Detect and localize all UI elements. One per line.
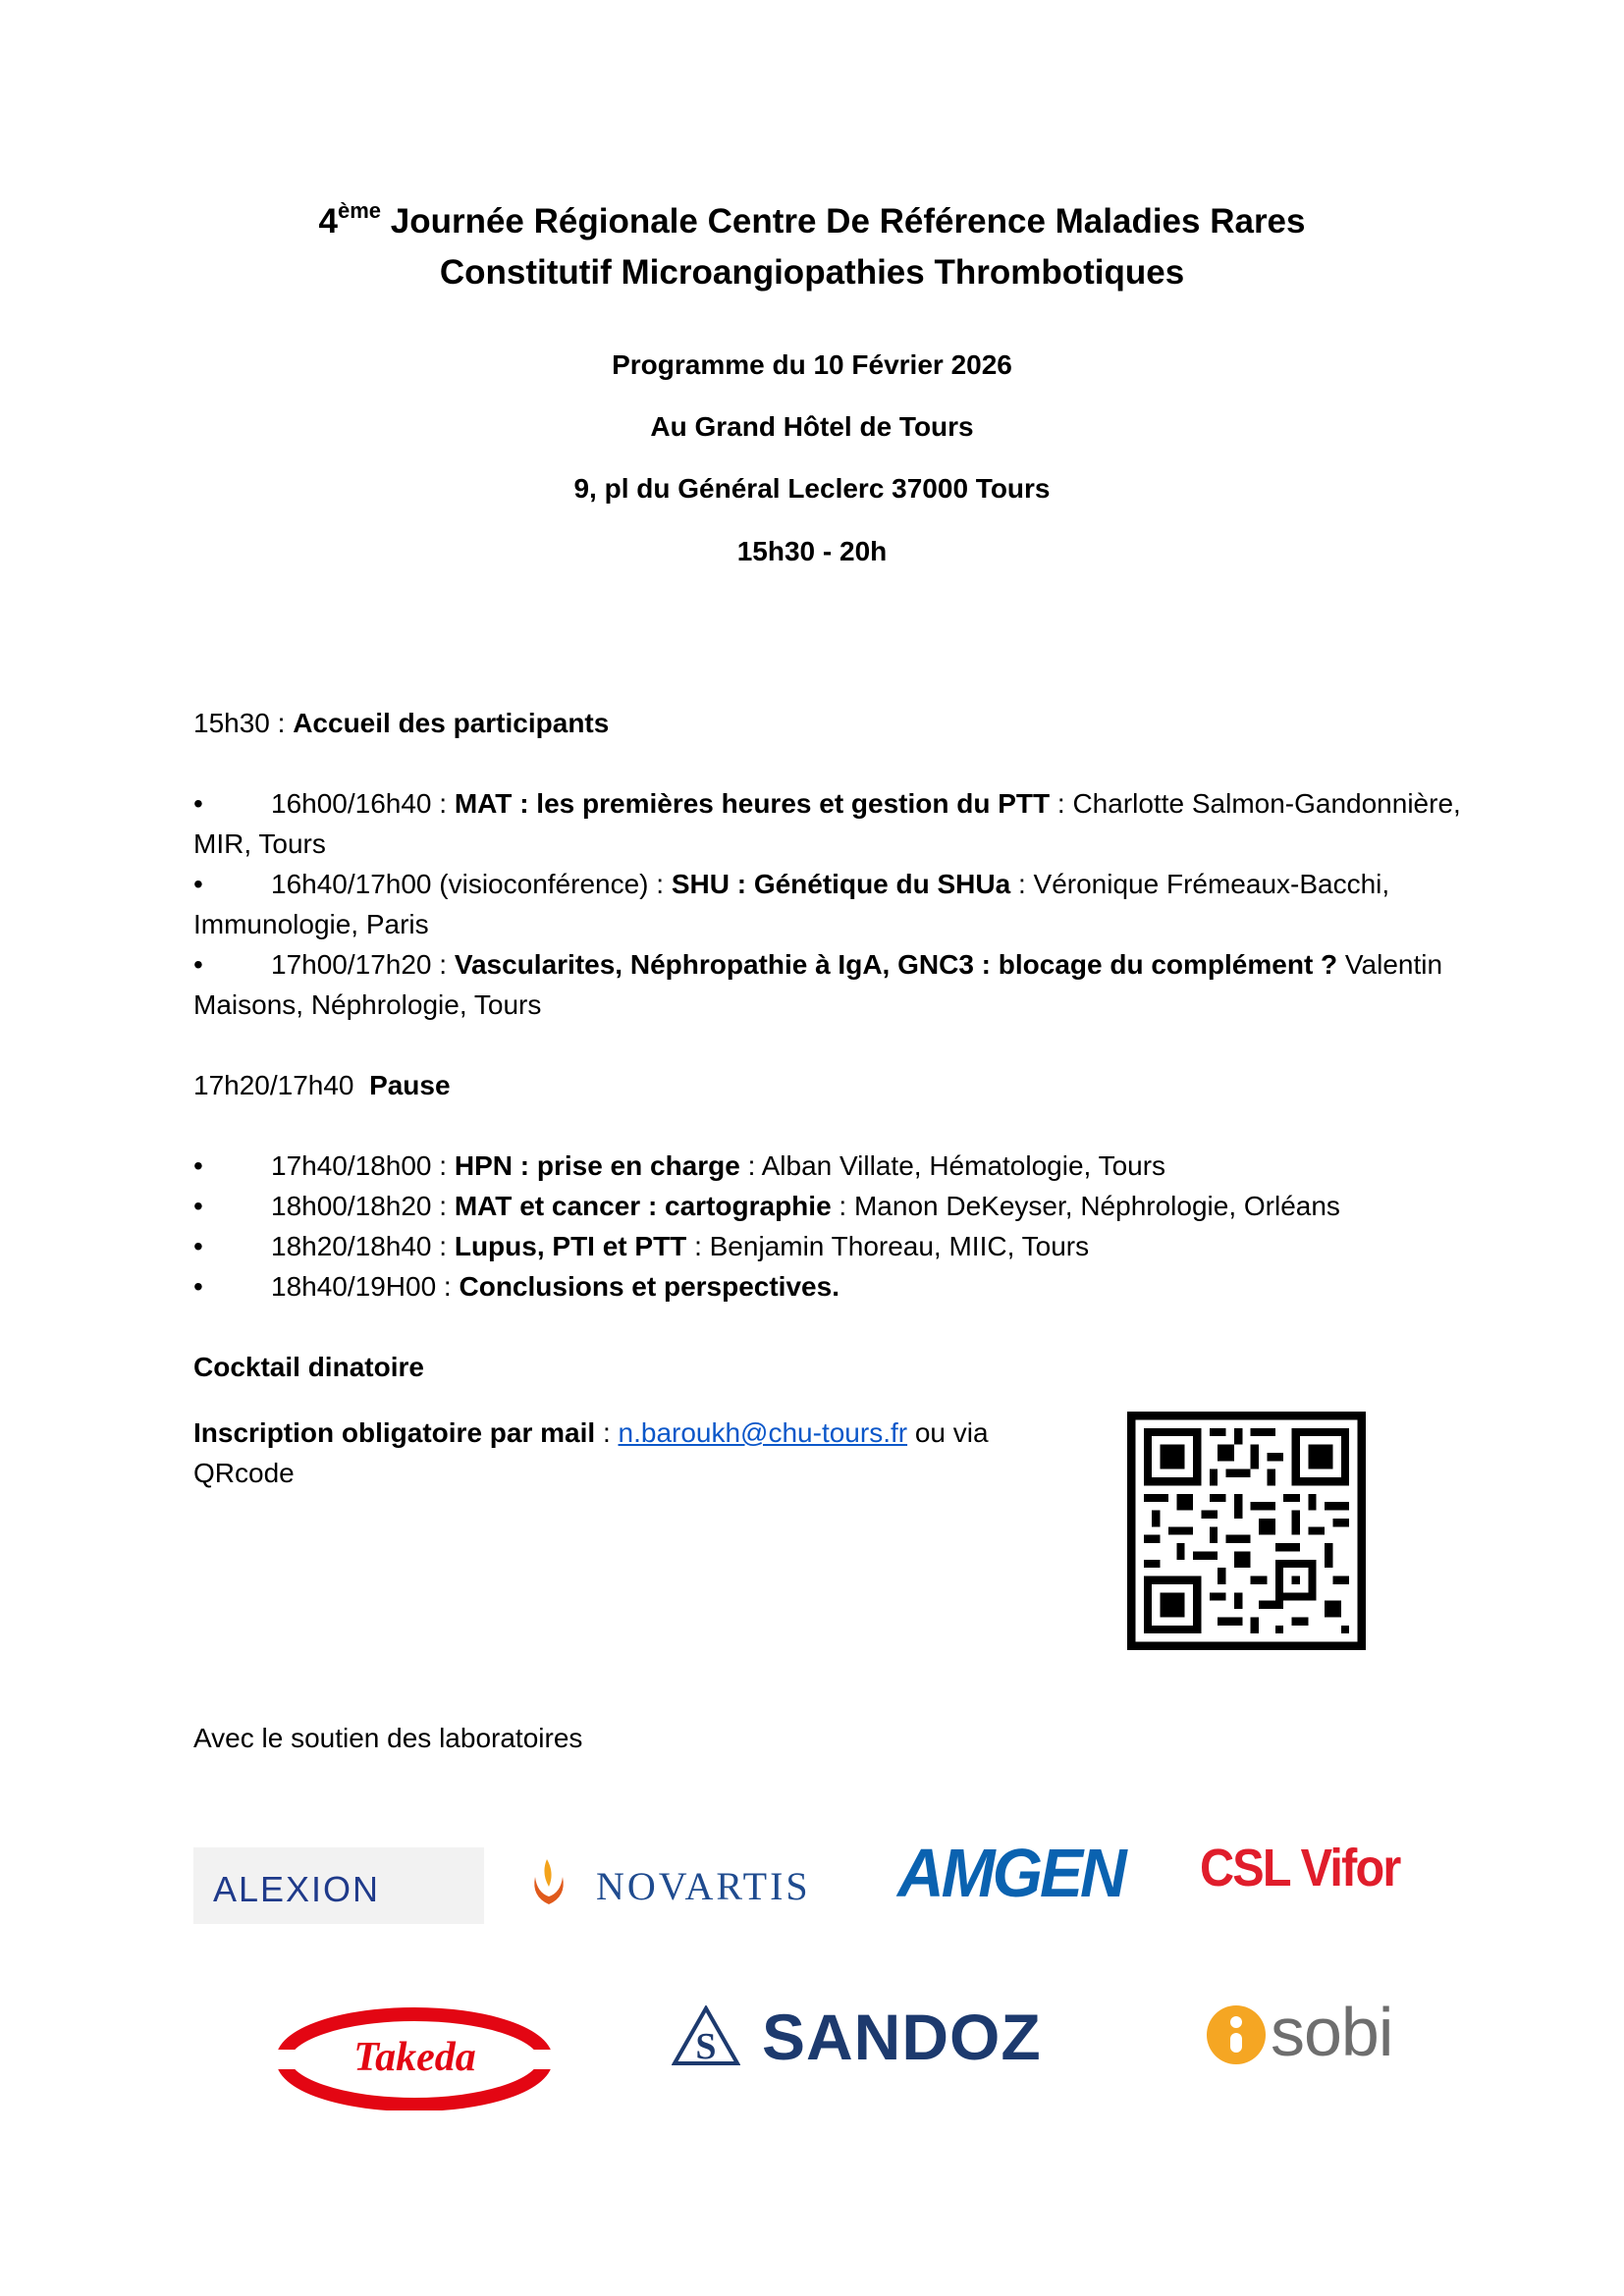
sobi-logo: sobi bbox=[1204, 2001, 1439, 2069]
cocktail-line: Cocktail dinatoire bbox=[193, 1352, 424, 1382]
takeda-logo: Takeda bbox=[275, 2002, 555, 2110]
welcome-line: 15h30 : Accueil des participants bbox=[193, 708, 610, 738]
amgen-logo: AMGEN bbox=[897, 1835, 1124, 1911]
program-date: Programme du 10 Février 2026 bbox=[612, 349, 1012, 380]
svg-text:S: S bbox=[695, 2026, 717, 2066]
program-item: • 16h40/17h00 (visioconférence) : SHU : Génétique du SHUa : Véronique Frémeaux-Bacchi, Immunologie, Paris bbox=[193, 869, 1390, 939]
alexion-logo: ALEXION bbox=[193, 1847, 484, 1924]
pause-line: 17h20/17h40 Pause bbox=[193, 1070, 451, 1100]
address: 9, pl du Général Leclerc 37000 Tours bbox=[573, 473, 1051, 504]
sobi-dot-icon bbox=[1204, 2002, 1269, 2067]
sandoz-triangle-icon bbox=[672, 2005, 740, 2066]
sandoz-logo: S SANDOZ bbox=[672, 2000, 1084, 2078]
novartis-logo: NOVARTIS bbox=[527, 1849, 841, 1918]
document-title: 4ème Journée Régionale Centre De Référence Maladies Rares Constitutif Microangiopathies Thrombotiques bbox=[318, 198, 1306, 292]
qr-code[interactable] bbox=[1127, 1412, 1366, 1650]
venue: Au Grand Hôtel de Tours bbox=[650, 411, 974, 442]
support-line: Avec le soutien des laboratoires bbox=[193, 1723, 583, 1753]
hours: 15h30 - 20h bbox=[736, 536, 888, 566]
email-link[interactable]: n.baroukh@chu-tours.fr bbox=[618, 1417, 908, 1448]
csl-vifor-logo: CSL Vifor bbox=[1200, 1839, 1400, 1897]
program-item: • 17h00/17h20 : Vascularites, Néphropathie à IgA, GNC3 : blocage du complément ? Valentin Maisons, Néphrologie, Tours bbox=[193, 949, 1443, 1020]
program-item: • 18h20/18h40 : Lupus, PTI et PTT : Benjamin Thoreau, MIIC, Tours bbox=[193, 1231, 1090, 1261]
program-item: • 18h00/18h20 : MAT et cancer : cartographie : Manon DeKeyser, Néphrologie, Orléans bbox=[193, 1191, 1340, 1221]
novartis-flame-icon bbox=[527, 1853, 570, 1908]
program-item: • 16h00/16h40 : MAT : les premières heures et gestion du PTT : Charlotte Salmon-Gandonnière, MIR, Tours bbox=[193, 788, 1461, 859]
program-item: • 18h40/19H00 : Conclusions et perspectives. bbox=[193, 1271, 839, 1302]
registration-line: Inscription obligatoire par mail : n.baroukh@chu-tours.fr ou via QRcode bbox=[193, 1417, 997, 1488]
program-item: • 17h40/18h00 : HPN : prise en charge : Alban Villate, Hématologie, Tours bbox=[193, 1150, 1166, 1181]
